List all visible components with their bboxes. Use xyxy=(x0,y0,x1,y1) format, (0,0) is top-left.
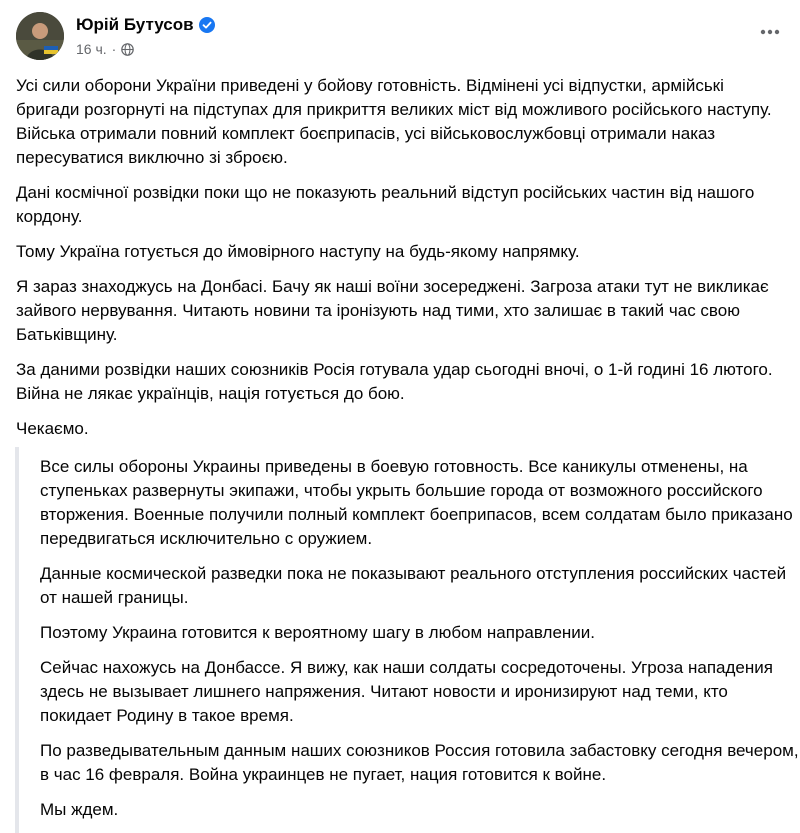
author-name[interactable] xyxy=(76,15,215,35)
avatar[interactable] xyxy=(16,12,64,60)
translation-paragraph: Данные космической разведки пока не показывают реального отступления российских частей от нашей границы. xyxy=(40,564,787,607)
verified-badge-icon xyxy=(199,17,215,33)
meta-separator: · xyxy=(111,41,117,57)
translation-content xyxy=(40,455,800,833)
post-time[interactable]: 16 ч. xyxy=(76,41,107,57)
translation-paragraph: Все силы обороны Украины приведены в боевую готовность. Все каникулы отменены, на ступеньках развернуты экипажи, чтобы укрыть большие города от возможного российского вторжения. Военные получили полный комплект боеприпасов, всем солдатам было приказано передвигаться исключительно с оружием. xyxy=(40,457,793,548)
post-paragraph: Усі сили оборони України приведені у бойову готовність. Відмінені усі відпустки, армійські бригади розгорнуті на підступах для прикриття великих міст від можливого російського наступу. Війська отримали повний комплект боєприпасів, усі військовослужбовці отримали наказ пересуватися виключно зі зброєю. xyxy=(16,76,772,167)
post-header xyxy=(16,12,784,62)
post-body xyxy=(16,74,784,452)
translation-block xyxy=(15,447,800,833)
post-paragraph: Чекаємо. xyxy=(16,419,89,438)
avatar-image xyxy=(16,12,64,60)
translation-paragraph: Мы ждем. xyxy=(40,800,119,819)
more-options-icon[interactable] xyxy=(756,18,784,46)
translation-paragraph: По разведывательным данным наших союзников Россия готовила забастовку сегодня вечером, в час 16 февраля. Война украинцев не пугает, нация готовится к войне. xyxy=(40,741,799,784)
post-paragraph: Я зараз знаходжусь на Донбасі. Бачу як наші воїни зосереджені. Загроза атаки тут не викликає зайвого нервування. Читають новини та іронізують над тими, хто залишає в такий час свою Батьківщину. xyxy=(16,277,769,344)
translation-paragraph: Поэтому Украина готовится к вероятному шагу в любом направлении. xyxy=(40,623,595,642)
post-paragraph: Тому Україна готується до ймовірного наступу на будь-якому напрямку. xyxy=(16,242,580,261)
translation-paragraph: Сейчас нахожусь на Донбассе. Я вижу, как наши солдаты сосредоточены. Угроза нападения здесь не вызывает лишнего напряжения. Читают новости и иронизируют над теми, кто покидает Родину в такое время. xyxy=(40,658,773,725)
globe-icon[interactable] xyxy=(121,43,134,56)
post-paragraph: Дані космічної розвідки поки що не показують реальний відступ російських частин від нашого кордону. xyxy=(16,183,755,226)
author-name-text[interactable]: Юрій Бутусов xyxy=(76,15,194,34)
post-paragraph: За даними розвідки наших союзників Росія готувала удар сьогодні вночі, о 1-й годині 16 лютого. Війна не лякає українців, нація готується до бою. xyxy=(16,360,773,403)
post-meta xyxy=(76,41,134,57)
